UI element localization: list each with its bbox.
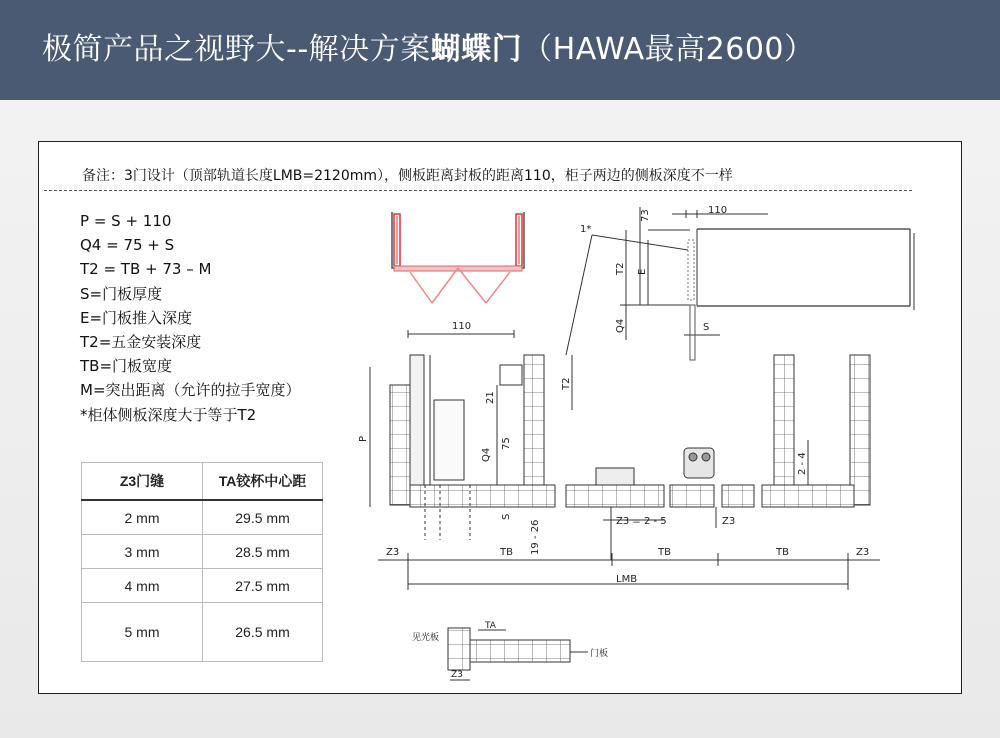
formula-line: E=门板推入深度 [80, 308, 193, 327]
table-cell: 3 mm [82, 535, 203, 569]
dim-75: 75 [501, 437, 512, 450]
formula-line: T2=五金安装深度 [80, 333, 202, 352]
middle-hinges [566, 448, 754, 560]
title-prefix: 极简产品之视野大--解决方案 [42, 32, 431, 67]
dim-TB-2: TB [658, 547, 671, 558]
formula-line: S=门板厚度 [80, 284, 163, 303]
table-cell: 5 mm [82, 603, 203, 662]
dim-TB-1: TB [500, 547, 513, 558]
dim-Q4-b: Q4 [481, 447, 492, 462]
table-cell: 29.5 mm [203, 500, 323, 535]
table-header: Z3门缝 [82, 463, 203, 501]
dim-Q4: Q4 [615, 318, 626, 333]
top-view-icon [392, 212, 524, 303]
dim-73: 73 [640, 209, 651, 222]
dim-21: 21 [485, 391, 496, 404]
hinge-section [358, 321, 572, 555]
bottom-dimensions [378, 547, 880, 590]
dim-T2: T2 [615, 262, 626, 275]
table-cell: 4 mm [82, 569, 203, 603]
dim-S: S [703, 322, 710, 333]
dim-TB-3: TB [776, 547, 789, 558]
right-cabinet [762, 355, 870, 507]
dim-Z3-left: Z3 [386, 547, 400, 558]
dim-Z3-right: Z3 [856, 547, 870, 558]
table-cell: 28.5 mm [203, 535, 323, 569]
bottom-detail [412, 621, 608, 680]
title-bold: 蝴蝶门 [430, 32, 523, 67]
table-cell: 27.5 mm [203, 569, 323, 603]
dim-Z3-eq: Z3 = 2 - 5 [616, 516, 667, 527]
section-view-top-right [566, 205, 914, 360]
dim-S-b: S [501, 513, 512, 520]
dim-Z3-small: Z3 [451, 670, 463, 680]
dim-19-26: 19 - 26 [530, 519, 541, 555]
formula-line: TB=门板宽度 [80, 357, 173, 376]
dim-1star: 1* [580, 224, 592, 235]
note-text: 备注：3门设计（顶部轨道长度LMB=2120mm），侧板距离封板的距离110，柜子两边的侧板深度不一样 [82, 168, 733, 184]
formula-line: *柜体侧板深度大于等于T2 [80, 405, 257, 424]
dim-2-4: 2 - 4 [797, 452, 808, 475]
dim-110-mid: 110 [452, 321, 472, 332]
dim-T2-b: T2 [561, 377, 572, 390]
dim-E: E [637, 268, 648, 275]
formula-line: T2 = TB + 73 – M [80, 260, 212, 279]
dim-LMB: LMB [616, 574, 638, 585]
formula-line: M=突出距离（允许的拉手宽度） [80, 381, 301, 400]
dim-TA: TA [485, 621, 496, 631]
dim-110-top: 110 [708, 205, 728, 216]
dim-Z3-mid: Z3 [722, 516, 736, 527]
formula-line: Q4 = 75 + S [80, 236, 175, 255]
dim-P: P [358, 435, 369, 442]
title-suffix: （HAWA最高2600） [522, 32, 815, 67]
table-header: TA铰杯中心距 [203, 463, 323, 501]
label-visible-panel: 见光板 [412, 633, 440, 643]
label-door-panel: 门板 [590, 649, 609, 659]
table-cell: 2 mm [82, 500, 203, 535]
formula-line: P = S + 110 [80, 212, 172, 230]
table-cell: 26.5 mm [203, 603, 323, 662]
